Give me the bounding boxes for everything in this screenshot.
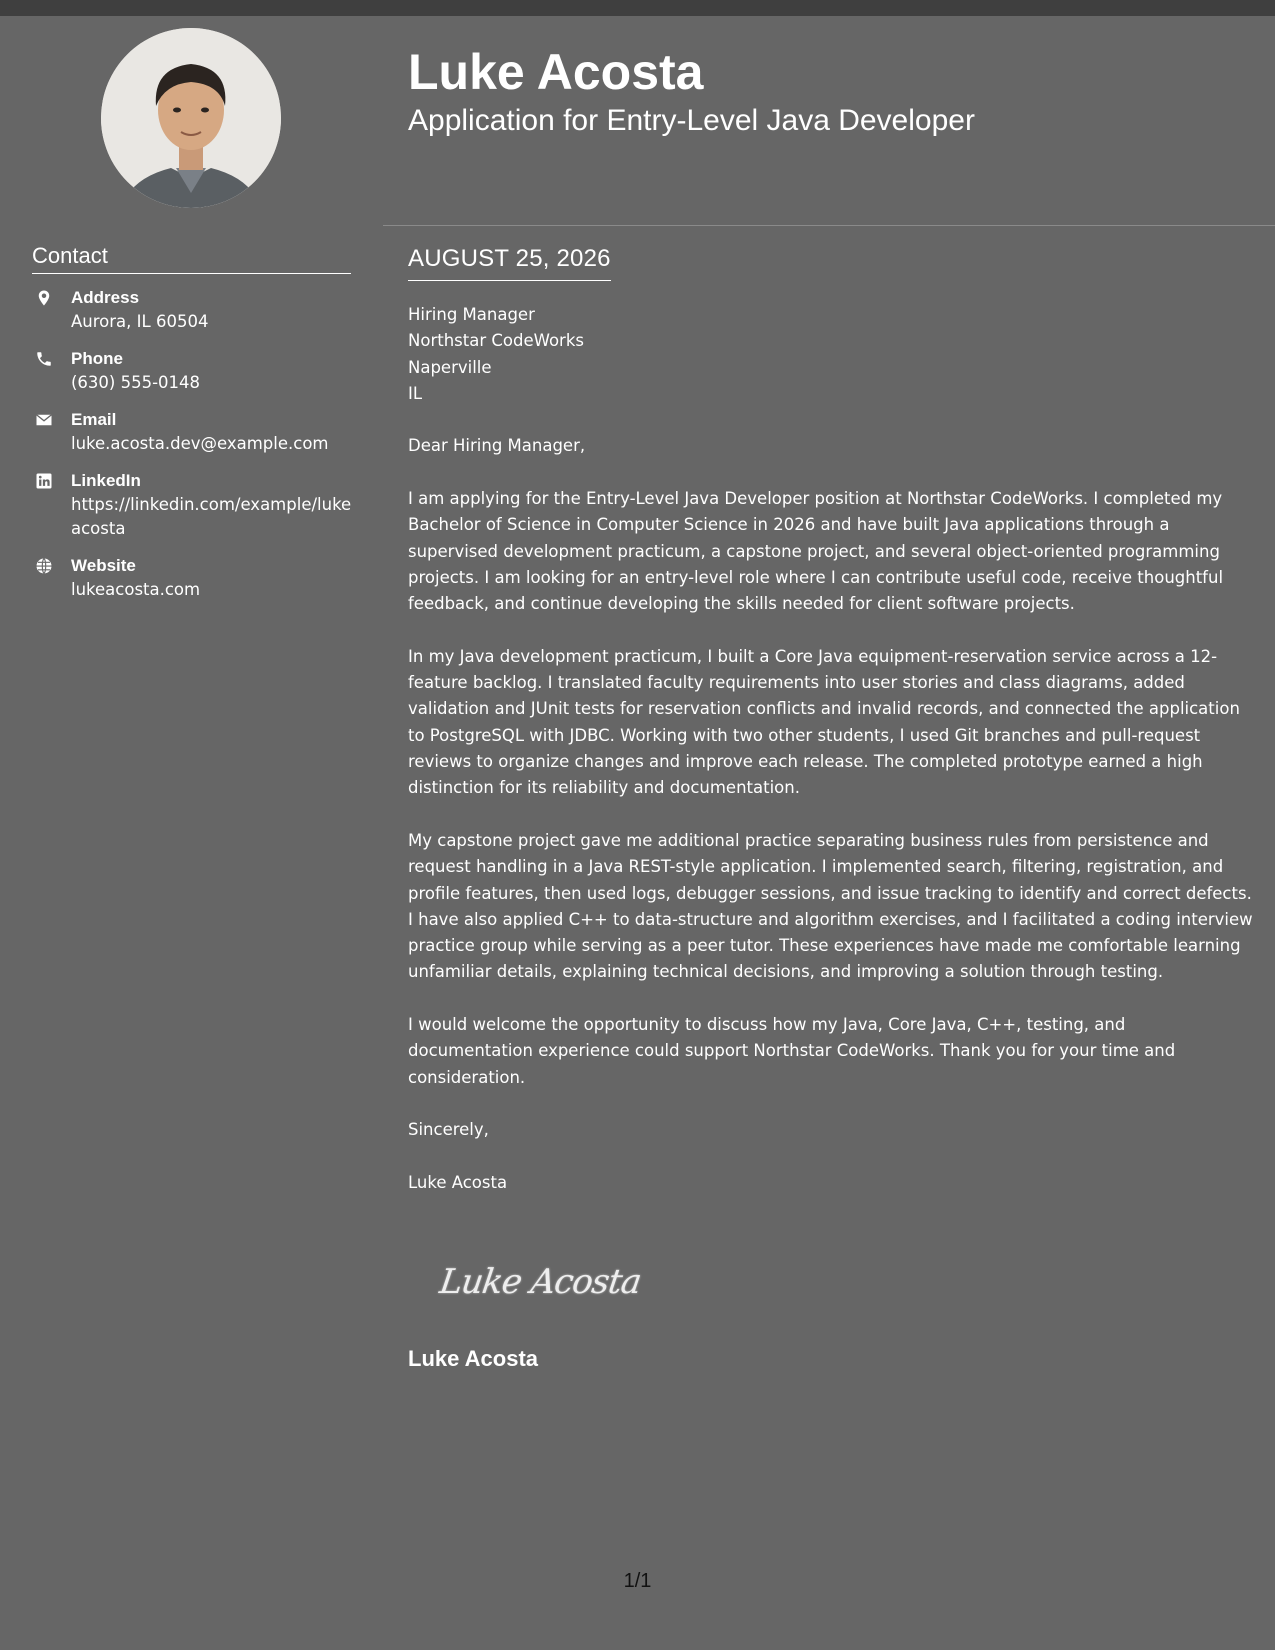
top-bar [0,0,1275,16]
page-number: 1/1 [623,1570,652,1592]
phone-icon [35,350,53,368]
paragraph: My capstone project gave me additional practice separating business rules from persistence and request handling in a Java REST-style application. I implemented search, filtering, registration, and profile features, then used logs, debugger sessions, and issue tracking to identify and correct defects. I have also applied C++ to data-structure and algorithm exercises, and I facilitated a coding interview practice group while serving as a peer tutor. These experiences have made me comfortable learning unfamiliar details, explaining technical decisions, and improving a solution through testing. [408,830,1253,982]
paragraph: I would welcome the opportunity to discuss how my Java, Core Java, C++, testing, and documentation experience could support Northstar CodeWorks. Thank you for your time and consideration. [408,1015,1176,1087]
typed-name: Luke Acosta [408,1172,508,1192]
contact-value: (630) 555-0148 [71,373,201,392]
profile-photo [101,28,281,208]
contact-value: Aurora, IL 60504 [71,312,209,331]
contact-label: Address [71,288,140,307]
contact-label: Phone [71,349,123,368]
contact-value: luke.acosta.dev@example.com [71,434,329,453]
globe-icon [35,557,53,575]
letter-body [408,302,1253,1222]
recipient-line: Hiring Manager [408,305,535,324]
signature-name: Luke Acosta [408,1346,539,1371]
salutation: Dear Hiring Manager, [408,436,586,456]
envelope-icon [35,411,53,429]
contact-address [32,286,362,334]
handwritten-signature: Luke Acosta [437,1262,644,1302]
recipient-line: IL [408,383,423,403]
recipient-block [408,302,1253,407]
contact-linkedin [32,469,362,541]
contact-list [32,286,362,615]
linkedin-icon [35,472,53,490]
contact-link[interactable]: lukeacosta.com [71,580,201,599]
contact-heading: Contact [32,242,351,274]
contact-website [32,554,362,602]
contact-label: Email [71,410,117,429]
closing: Sincerely, [408,1120,489,1140]
contact-link[interactable]: https://linkedin.com/example/lukeacosta [71,495,352,538]
map-pin-icon [35,289,53,307]
contact-email [32,408,362,456]
recipient-line: Naperville [408,357,492,377]
letter-date: AUGUST 25, 2026 [408,244,611,281]
contact-phone [32,347,362,395]
application-subtitle: Application for Entry-Level Java Developer [408,104,975,137]
recipient-line: Northstar CodeWorks [408,331,584,351]
contact-label: LinkedIn [71,471,141,490]
applicant-name: Luke Acosta [408,44,704,100]
contact-label: Website [71,556,136,575]
paragraph: In my Java development practicum, I built a Core Java equipment-reservation service across a 12-feature backlog. I translated faculty requirements into user stories and class diagrams, added validation and JUnit tests for reservation conflicts and invalid records, and connected the application to PostgreSQL with JDBC. Working with two other students, I used Git branches and pull-request reviews to organize changes and improve each release. The completed prototype earned a high distinction for its reliability and documentation. [408,646,1240,798]
paragraph: I am applying for the Entry-Level Java Developer position at Northstar CodeWorks. I completed my Bachelor of Science in Computer Science in 2026 and have built Java applications through a supervised development practicum, a capstone project, and several object-oriented programming projects. I am looking for an entry-level role where I can contribute useful code, receive thoughtful feedback, and continue developing the skills needed for client software projects. [408,489,1224,614]
sidebar [0,16,382,1650]
header-divider [383,225,1275,226]
